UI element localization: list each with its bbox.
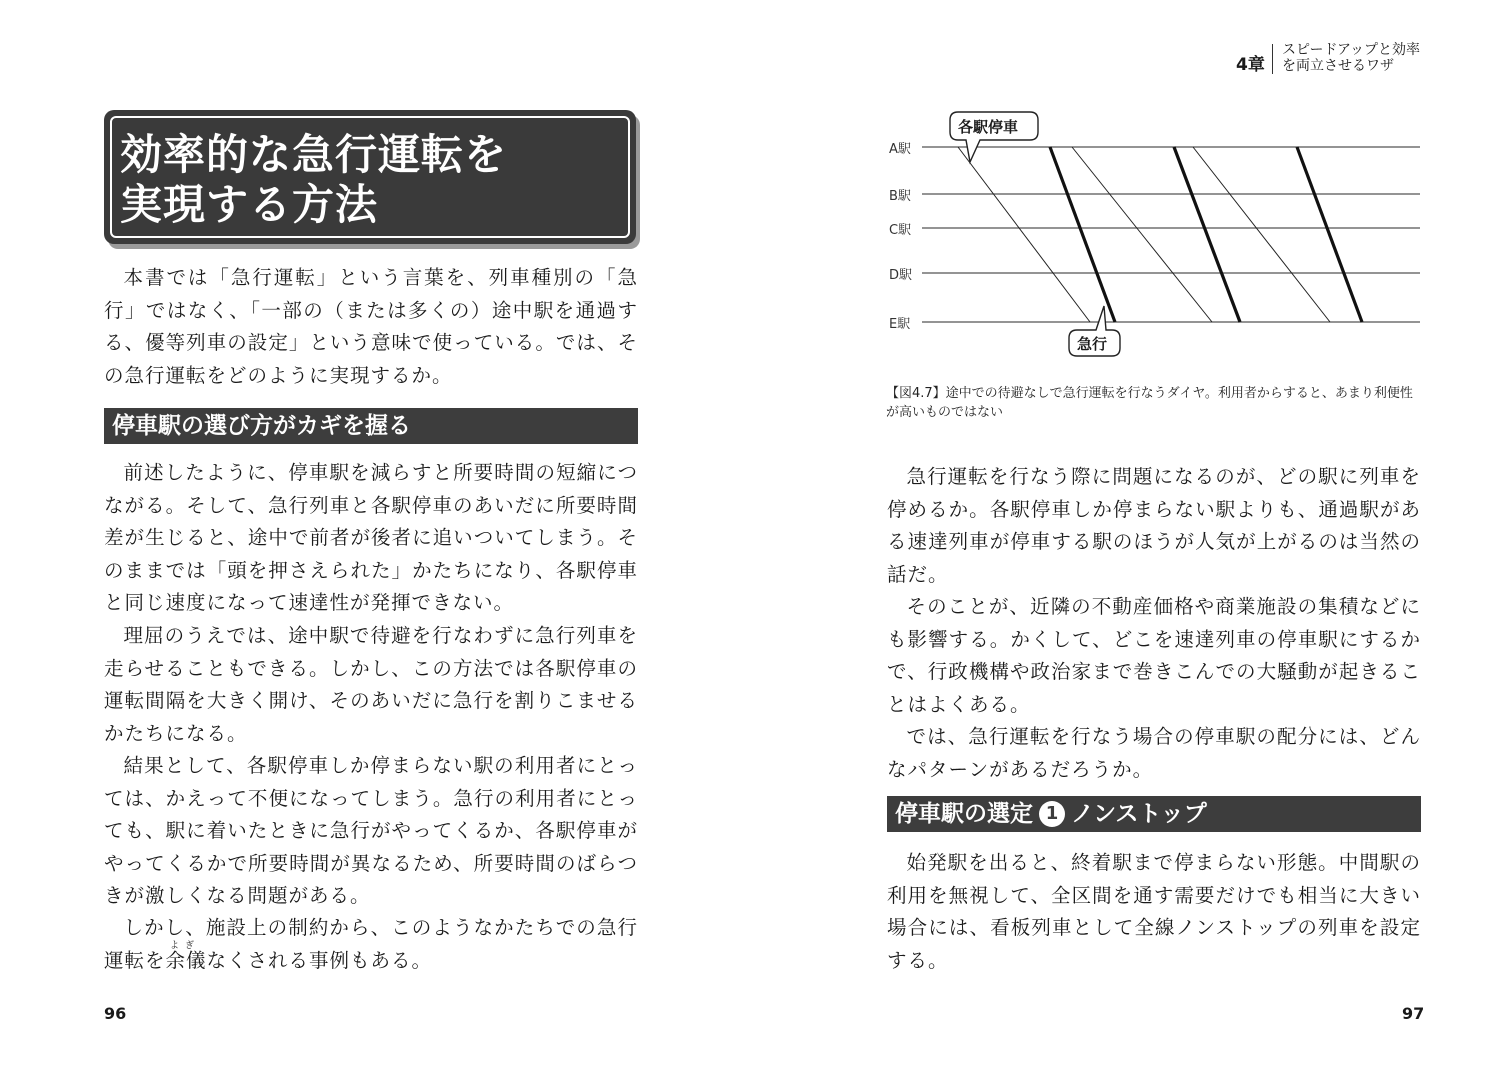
local-train-line [1072,147,1212,322]
station-c-label: C駅 [889,223,912,238]
label-express-train: 急行 [1077,335,1108,353]
express-train-line [1174,147,1240,322]
paragraph-4: しかし、施設上の制約から、このようなかたちでの急行運転を余儀なくされる事例もある。 [104,916,638,972]
paragraph-1: 前述したように、停車駅を減らすと所要時間の短縮につながる。そして、急行列車と各駅停車のあいだに所要時間差が生じると、途中で前者が後者に追いついてしまう。そのままでは「頭を押さえられた」かたちになり、各駅停車と同じ速度になって速達性が発揮できない。 [104,461,638,614]
figure-caption: 【図4.7】途中での待避なしで急行運転を行なうダイヤ。利用者からすると、あまり利便性が高いものではない [886,386,1413,420]
paragraph-3: 結果として、各駅停車しか停まらない駅の利用者にとっては、かえって不便になってしまう。急行の利用者にとっても、駅に着いたときに急行がやってくるか、各駅停車がやってくるかで所要時間が異なるため、所要時間のばらつきが激しくなる問題がある。 [104,754,638,907]
section-heading-nonstop [887,796,1421,832]
section2-heading-pre: 停車駅の選定 [895,801,1033,827]
number-1-icon: 1 [1039,801,1065,827]
chapter-title-line-2: を両立させるワザ [1282,58,1394,74]
station-b-label: B駅 [889,189,911,204]
title-line-1: 効率的な急行運転を [120,130,508,179]
chapter-number: 4章 [1236,55,1265,75]
right-paragraph-2: そのことが、近隣の不動産価格や商業施設の集積などにも影響する。かくして、どこを速達列車の停車駅にするかで、行政機構や政治家まで巻きこんでの大騒動が起きることはよくある。 [887,595,1421,716]
station-e-label: E駅 [889,317,911,332]
section2-heading-post: ノンストップ [1071,801,1207,827]
express-train-line [1050,147,1115,322]
page-number-left: 96 [104,1004,127,1023]
local-train-line [1193,147,1330,322]
paragraph-2: 理屈のうえでは、途中駅で待避を行なわずに急行列車を走らせることもできる。しかし、この方法では各駅停車の運転間隔を大きく開け、そのあいだに急行を割りこませるかたちになる。 [104,624,638,745]
right-paragraph-nonstop: 始発駅を出ると、終着駅まで停まらない形態。中間駅の利用を無視して、全区間を通す需要だけでも相当に大きい場合には、看板列車として全線ノンストップの列車を設定する。 [887,851,1421,972]
local-train-line [958,147,1090,322]
chapter-title-line-1: スピードアップと効率 [1282,42,1421,58]
label-local-train: 各駅停車 [958,118,1019,136]
station-d-label: D駅 [889,268,913,283]
ruby-annotation: よぎ [170,941,201,951]
express-train-line [1297,147,1362,322]
section-heading-stop-selection: 停車駅の選び方がカギを握る [104,408,638,444]
page-number-right: 97 [1402,1004,1425,1023]
title-line-2: 実現する方法 [120,180,379,229]
right-paragraph-1: 急行運転を行なう際に問題になるのが、どの駅に列車を停めるか。各駅停車しか停まらない駅よりも、通過駅がある速達列車が停車する駅のほうが人気が上がるのは当然の話だ。 [887,465,1421,586]
station-a-label: A駅 [889,142,911,157]
right-paragraph-3: では、急行運転を行なう場合の停車駅の配分には、どんなパターンがあるだろうか。 [887,725,1421,781]
intro-paragraph: 本書では「急行運転」という言葉を、列車種別の「急行」ではなく、「一部の（または多くの）途中駅を通過する、優等列車の設定」という意味で使っている。では、その急行運転をどのように実現するか。 [104,266,638,387]
